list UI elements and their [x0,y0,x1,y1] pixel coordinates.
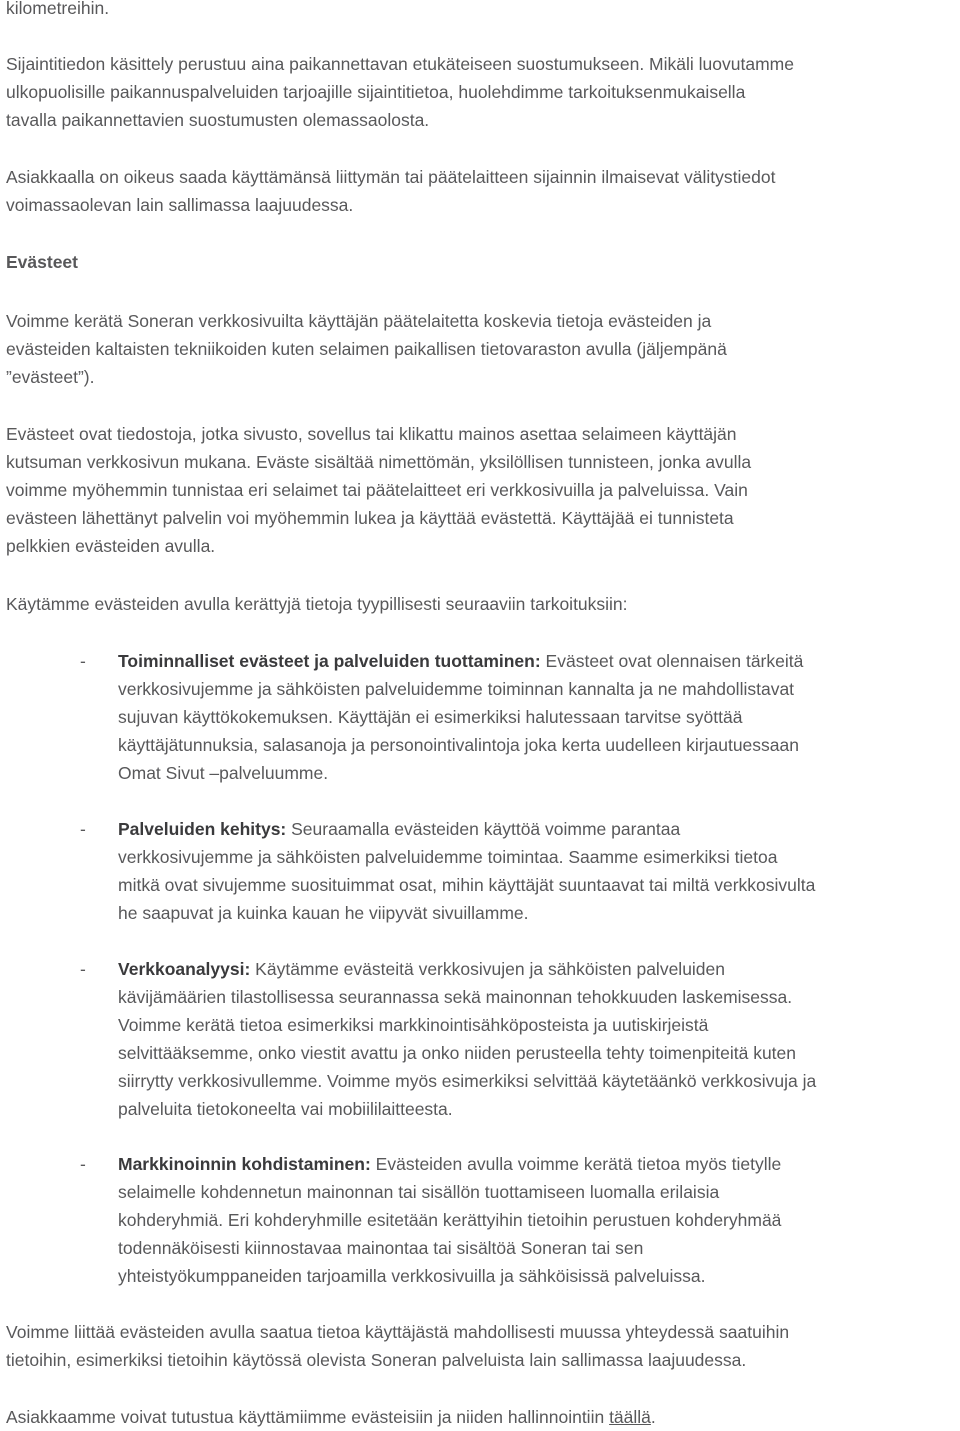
list-item-line: selaimelle kohdennetun mainonnan tai sisällön tuottamiseen luomalla erilaisia [118,1182,720,1202]
list-bullet: - [80,1154,86,1174]
paragraph-end: . [650,1407,656,1427]
list-item-line: verkkosivujemme ja sähköisten palveluidemme toiminnan kannalta ja ne mahdollistavat [118,679,795,699]
list-item-line: Voimme kerätä tietoa esimerkiksi markkinointisähköposteista ja uutiskirjeistä [118,1015,709,1035]
paragraph-line: tavalla paikannettavien suostumusten olemassaolosta. [6,110,430,130]
list-bullet: - [80,959,86,979]
list-bullet: - [80,651,86,671]
list-item-first-line [118,815,680,843]
list-item-line: kohderyhmiä. Eri kohderyhmille esitetään kerättyihin tietoihin perustuen kohderyhmää [118,1210,782,1230]
list-item-line: Omat Sivut –palveluumme. [118,763,329,783]
list-item-line: yhteistyökumppaneiden tarjoamilla verkkosivuilla ja sähköisissä palveluissa. [118,1266,706,1286]
paragraph-line: ulkopuolisille paikannuspalveluiden tarjoajille sijaintitietoa, huolehdimme tarkoituksenmukaisella [6,82,746,102]
list-item-line: kävijämäärien tilastollisessa seurannassa sekä mainonnan tehokkuuden laskemisessa. [118,987,793,1007]
paragraph-line: ”evästeet”). [6,367,95,387]
paragraph-line: Asiakkaalla on oikeus saada käyttämänsä liittymän tai päätelaitteen sijainnin ilmaisevat välitystiedot [6,167,776,187]
paragraph-line: evästeiden kaltaisten tekniikoiden kuten selaimen paikallisen tietovaraston avulla (jäljempänä [6,339,727,359]
paragraph-cookie-management [6,1403,656,1431]
paragraph-line: kilometreihin. [6,0,110,18]
paragraph-text: Asiakkaamme voivat tutustua käyttämiimme evästeisiin ja niiden hallinnointiin [6,1407,610,1427]
paragraph-purposes-intro: Käytämme evästeiden avulla kerättyjä tietoja tyypillisesti seuraaviin tarkoituksiin: [6,594,628,614]
paragraph-line: Voimme kerätä Soneran verkkosivuilta käyttäjän päätelaitetta koskevia tietoja evästeiden ja [6,311,712,331]
list-item-term: Markkinoinnin kohdistaminen: [118,1154,371,1174]
list-item-term: Verkkoanalyysi: [118,959,251,979]
paragraph-line: pelkkien evästeiden avulla. [6,536,216,556]
list-item-line: he saapuvat ja kuinka kauan he viipyvät sivuillamme. [118,903,529,923]
list-item-line: todennäköisesti kiinnostavaa mainontaa tai sisältöä Soneran tai sen [118,1238,644,1258]
cookie-info-link[interactable]: täällä [609,1407,651,1427]
list-item-first-line [118,955,725,983]
paragraph-line: kutsuman verkkosivun mukana. Eväste sisältää nimettömän, yksilöllisen tunnisteen, jonka avulla [6,452,752,472]
paragraph-line: voimme myöhemmin tunnistaa eri selaimet tai päätelaitteet eri verkkosivuilla ja palveluissa. Vain [6,480,748,500]
list-item-term: Palveluiden kehitys: [118,819,287,839]
list-item-text: Käytämme evästeitä verkkosivujen ja sähköisten palveluiden [250,959,726,979]
section-heading: Evästeet [6,252,78,272]
list-item-line: sujuvan käyttökokemuksen. Käyttäjän ei esimerkiksi halutessaan tarvitse syöttää [118,707,743,727]
list-item-line: käyttäjätunnuksia, salasanoja ja personointivalintoja joka kerta uudelleen kirjautuessaan [118,735,799,755]
list-item-first-line [118,647,803,675]
paragraph-line: Voimme liittää evästeiden avulla saatua tietoa käyttäjästä mahdollisesti muussa yhteydessä saatuihin [6,1322,790,1342]
list-item-first-line [118,1150,781,1178]
paragraph-line: voimassaolevan lain sallimassa laajuudessa. [6,195,354,215]
list-item-line: selvittääksemme, onko viestit avattu ja onko niiden perusteella tehty toimenpiteitä kuten [118,1043,797,1063]
paragraph-line: evästeen lähettänyt palvelin voi myöhemmin lukea ja käyttää evästettä. Käyttäjää ei tunnisteta [6,508,734,528]
list-item-line: mitkä ovat sivujemme suosituimmat osat, mihin käyttäjät suuntaavat tai miltä verkkosivulta [118,875,816,895]
list-item-text: Evästeiden avulla voimme kerätä tietoa myös tietylle [370,1154,782,1174]
list-item-line: verkkosivujemme ja sähköisten palveluidemme toimintaa. Saamme esimerkiksi tietoa [118,847,778,867]
paragraph-line: tietoihin, esimerkiksi tietoihin käytössä olevista Soneran palveluista lain sallimassa laajuudessa. [6,1350,747,1370]
list-item-line: siirrytty verkkosivullemme. Voimme myös esimerkiksi selvittää käytetäänkö verkkosivuja ja [118,1071,817,1091]
list-item-text: Evästeet ovat olennaisen tärkeitä [540,651,804,671]
list-item-text: Seuraamalla evästeiden käyttöä voimme parantaa [286,819,681,839]
list-item-line: palveluita tietokoneelta vai mobiililaitteesta. [118,1099,453,1119]
paragraph-line: Sijaintitiedon käsittely perustuu aina paikannettavan etukäteiseen suostumukseen. Mikäli luovutamme [6,54,794,74]
list-bullet: - [80,819,86,839]
list-item-term: Toiminnalliset evästeet ja palveluiden tuottaminen: [118,651,541,671]
paragraph-line: Evästeet ovat tiedostoja, jotka sivusto, sovellus tai klikattu mainos asettaa selaimeen käyttäjän [6,424,737,444]
